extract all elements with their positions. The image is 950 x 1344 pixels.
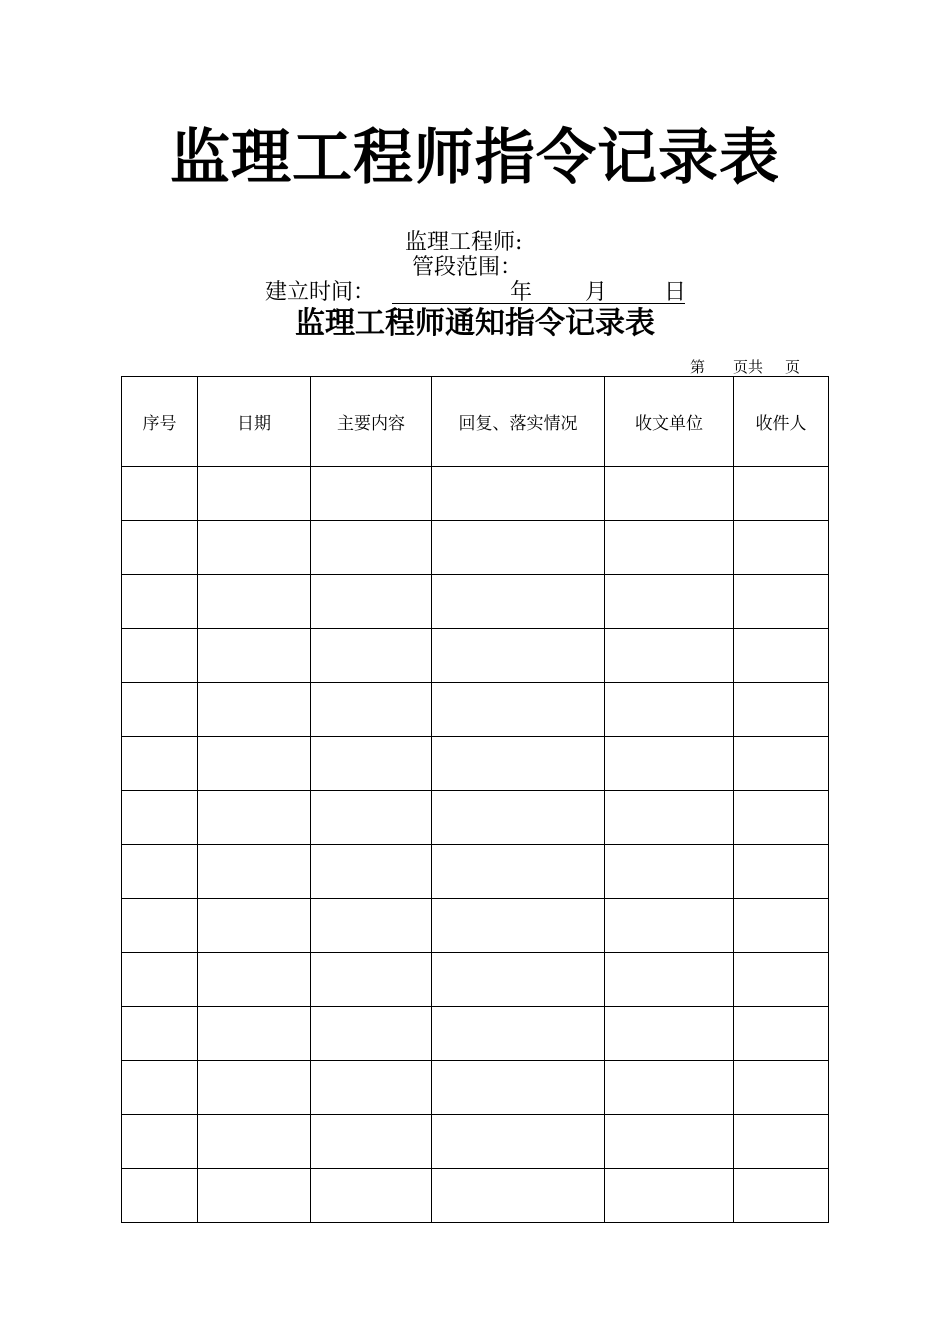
- header-recipient: 收件人: [734, 377, 829, 467]
- table-cell[interactable]: [122, 575, 198, 629]
- header-receiving-unit: 收文单位: [605, 377, 734, 467]
- table-cell[interactable]: [122, 899, 198, 953]
- table-body: [122, 467, 829, 1223]
- table-row: [122, 575, 829, 629]
- table-cell[interactable]: [198, 1169, 311, 1223]
- table-cell[interactable]: [198, 629, 311, 683]
- table-cell[interactable]: [122, 1007, 198, 1061]
- table-cell[interactable]: [198, 1007, 311, 1061]
- page-counter-di: 第: [690, 358, 706, 376]
- table-cell[interactable]: [198, 845, 311, 899]
- table-cell[interactable]: [734, 899, 829, 953]
- table-cell[interactable]: [311, 1115, 432, 1169]
- table-cell[interactable]: [122, 521, 198, 575]
- scope-label: 管段范围：: [412, 255, 523, 280]
- table-cell[interactable]: [198, 683, 311, 737]
- table-cell[interactable]: [122, 629, 198, 683]
- table-cell[interactable]: [432, 521, 605, 575]
- table-cell[interactable]: [734, 845, 829, 899]
- table-cell[interactable]: [122, 791, 198, 845]
- table-cell[interactable]: [311, 575, 432, 629]
- table-cell[interactable]: [432, 1061, 605, 1115]
- table-cell[interactable]: [198, 791, 311, 845]
- table-cell[interactable]: [122, 1061, 198, 1115]
- header-reply: 回复、落实情况: [432, 377, 605, 467]
- page-counter-page-total: 页共: [733, 358, 764, 376]
- table-cell[interactable]: [198, 899, 311, 953]
- table-cell[interactable]: [432, 467, 605, 521]
- table-cell[interactable]: [122, 683, 198, 737]
- table-cell[interactable]: [605, 575, 734, 629]
- table-cell[interactable]: [432, 629, 605, 683]
- table-cell[interactable]: [734, 1007, 829, 1061]
- page-counter: [690, 357, 800, 377]
- table-cell[interactable]: [198, 521, 311, 575]
- table-cell[interactable]: [605, 737, 734, 791]
- table-cell[interactable]: [122, 845, 198, 899]
- table-cell[interactable]: [122, 467, 198, 521]
- table-cell[interactable]: [734, 575, 829, 629]
- table-cell[interactable]: [311, 845, 432, 899]
- table-cell[interactable]: [734, 521, 829, 575]
- table-row: [122, 1061, 829, 1115]
- engineer-label: 监理工程师:: [405, 230, 523, 255]
- built-date-label: 建立时间：: [265, 280, 376, 305]
- table-cell[interactable]: [432, 1169, 605, 1223]
- table-cell[interactable]: [605, 521, 734, 575]
- table-cell[interactable]: [605, 791, 734, 845]
- table-cell[interactable]: [605, 629, 734, 683]
- table-cell[interactable]: [432, 1115, 605, 1169]
- table-row: [122, 521, 829, 575]
- table-row: [122, 845, 829, 899]
- record-table: [121, 376, 829, 1223]
- table-cell[interactable]: [198, 1061, 311, 1115]
- table-row: [122, 629, 829, 683]
- page-counter-page: 页: [785, 358, 801, 376]
- table-cell[interactable]: [734, 791, 829, 845]
- sub-title: 监理工程师通知指令记录表: [295, 306, 655, 341]
- table-cell[interactable]: [734, 1061, 829, 1115]
- header-content: 主要内容: [311, 377, 432, 467]
- table-row: [122, 683, 829, 737]
- table-cell[interactable]: [311, 953, 432, 1007]
- table-cell[interactable]: [605, 845, 734, 899]
- table-cell[interactable]: [311, 899, 432, 953]
- table-cell[interactable]: [734, 467, 829, 521]
- table-cell[interactable]: [311, 467, 432, 521]
- table-cell[interactable]: [198, 737, 311, 791]
- table-cell[interactable]: [432, 899, 605, 953]
- table-cell[interactable]: [311, 1169, 432, 1223]
- table-cell[interactable]: [122, 1115, 198, 1169]
- table-cell[interactable]: [605, 1007, 734, 1061]
- table-cell[interactable]: [605, 1169, 734, 1223]
- table-cell[interactable]: [311, 791, 432, 845]
- table-cell[interactable]: [198, 953, 311, 1007]
- table-header-row: [122, 377, 829, 467]
- table-cell[interactable]: [432, 953, 605, 1007]
- table-cell[interactable]: [198, 575, 311, 629]
- table-cell[interactable]: [605, 683, 734, 737]
- table-cell[interactable]: [432, 737, 605, 791]
- table-cell[interactable]: [311, 1007, 432, 1061]
- table-cell[interactable]: [605, 899, 734, 953]
- table-cell[interactable]: [311, 737, 432, 791]
- table-cell[interactable]: [605, 953, 734, 1007]
- table-cell[interactable]: [432, 683, 605, 737]
- table-cell[interactable]: [311, 683, 432, 737]
- table-cell[interactable]: [605, 1115, 734, 1169]
- table-cell[interactable]: [311, 629, 432, 683]
- date-unit-year: 年: [510, 280, 533, 305]
- table-cell[interactable]: [605, 467, 734, 521]
- table-cell[interactable]: [432, 845, 605, 899]
- table-cell[interactable]: [432, 1007, 605, 1061]
- table-row: [122, 737, 829, 791]
- main-title: 监理工程师指令记录表: [170, 123, 780, 193]
- table-row: [122, 1007, 829, 1061]
- table-row: [122, 467, 829, 521]
- table-cell[interactable]: [198, 1115, 311, 1169]
- date-unit-day: 日: [664, 280, 687, 305]
- table-cell[interactable]: [432, 575, 605, 629]
- table-cell[interactable]: [605, 1061, 734, 1115]
- table-row: [122, 791, 829, 845]
- table-cell[interactable]: [122, 953, 198, 1007]
- table-cell[interactable]: [432, 791, 605, 845]
- table-cell[interactable]: [734, 1115, 829, 1169]
- table-row: [122, 1169, 829, 1223]
- table-cell[interactable]: [734, 629, 829, 683]
- date-unit-month: 月: [585, 280, 608, 305]
- header-serial: 序号: [122, 377, 198, 467]
- table-cell[interactable]: [734, 683, 829, 737]
- table-row: [122, 953, 829, 1007]
- table-cell[interactable]: [198, 467, 311, 521]
- table-cell[interactable]: [734, 1169, 829, 1223]
- table-row: [122, 1115, 829, 1169]
- table-cell[interactable]: [311, 1061, 432, 1115]
- table-cell[interactable]: [122, 737, 198, 791]
- table-cell[interactable]: [734, 953, 829, 1007]
- table-cell[interactable]: [311, 521, 432, 575]
- header-date: 日期: [198, 377, 311, 467]
- table-row: [122, 899, 829, 953]
- table-cell[interactable]: [122, 1169, 198, 1223]
- table-cell[interactable]: [734, 737, 829, 791]
